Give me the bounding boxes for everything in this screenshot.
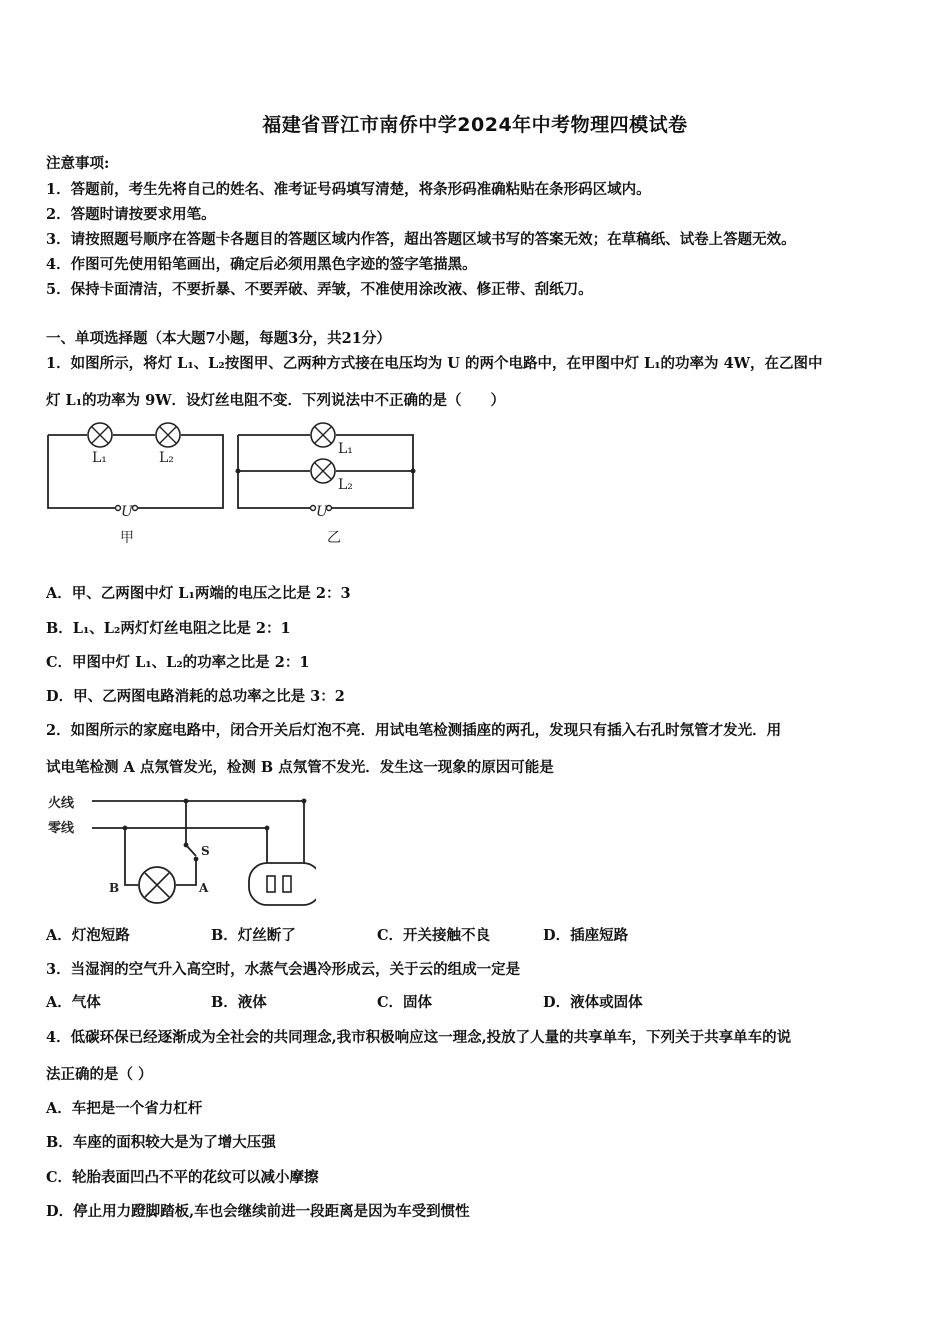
q3-option-a: A．气体: [46, 994, 101, 1011]
point-a-label: A: [199, 881, 209, 895]
q2-option-d: D．插座短路: [543, 927, 629, 944]
q1-stem-line2: 灯 L₁的功率为 9W．设灯丝电阻不变．下列说法中不正确的是（ ）: [46, 392, 506, 409]
notice-heading: 注意事项:: [46, 155, 110, 172]
q1-circuit-diagram: [40, 420, 430, 550]
notice-item-4: 4．作图可先使用铅笔画出，确定后必须用黑色字迹的签字笔描黑。: [46, 256, 477, 273]
notice-item-1: 1．答题前，考生先将自己的姓名、准考证号码填写清楚，将条形码准确粘贴在条形码区域内。: [46, 181, 651, 198]
live-wire-label: 火线: [48, 796, 75, 811]
q4-stem-line2: 法正确的是（ ）: [46, 1066, 153, 1083]
q2-option-a: A．灯泡短路: [46, 927, 130, 944]
label-u: U: [316, 504, 328, 520]
q4-stem-line1: 4．低碳环保已经逐渐成为全社会的共同理念,我市积极响应这一理念,投放了人量的共享单车，下列关于共享单车的说: [46, 1029, 792, 1046]
label-l1: L₁: [92, 450, 107, 466]
notice-item-2: 2．答题时请按要求用笔。: [46, 206, 216, 223]
switch-label: S: [201, 844, 210, 858]
q1-option-d: D．甲、乙两图电路消耗的总功率之比是 3：2: [46, 688, 345, 705]
q4-option-a: A．车把是一个省力杠杆: [46, 1100, 203, 1117]
caption-jia: 甲: [120, 530, 134, 546]
notice-item-3: 3．请按照题号顺序在答题卡各题目的答题区域内作答，超出答题区域书写的答案无效；在草稿纸、试卷上答题无效。: [46, 231, 796, 248]
q1-option-a: A．甲、乙两图中灯 L₁两端的电压之比是 2：3: [46, 585, 351, 602]
caption-yi: 乙: [327, 530, 341, 546]
q3-option-c: C．固体: [377, 994, 433, 1011]
label-l1: L₁: [338, 441, 353, 457]
q2-stem-line1: 2．如图所示的家庭电路中，闭合开关后灯泡不亮．用试电笔检测插座的两孔，发现只有插入右孔时氖管才发光．用: [46, 722, 782, 739]
label-l2: L₂: [338, 477, 353, 493]
q1-stem-line1: 1．如图所示，将灯 L₁、L₂按图甲、乙两种方式接在电压均为 U 的两个电路中，在甲图中灯 L₁的功率为 4W，在乙图中: [46, 355, 823, 372]
point-b-label: B: [109, 881, 120, 895]
page-title: 福建省晋江市南侨中学2024年中考物理四模试卷: [262, 114, 688, 136]
q3-option-b: B．液体: [211, 994, 267, 1011]
label-u: U: [121, 504, 133, 520]
q4-option-d: D．停止用力蹬脚踏板,车也会继续前进一段距离是因为车受到惯性: [46, 1203, 470, 1220]
notice-item-5: 5．保持卡面清洁，不要折暴、不要弄破、弄皱，不准使用涂改液、修正带、刮纸刀。: [46, 281, 593, 298]
section-heading: 一、单项选择题（本大题7小题，每题3分，共21分）: [46, 330, 391, 347]
q1-option-b: B．L₁、L₂两灯灯丝电阻之比是 2：1: [46, 620, 291, 637]
label-l2: L₂: [159, 450, 174, 466]
q4-option-b: B．车座的面积较大是为了增大压强: [46, 1134, 276, 1151]
q3-stem: 3．当湿润的空气升入高空时，水蒸气会遇冷形成云，关于云的组成一定是: [46, 961, 521, 978]
q2-stem-line2: 试电笔检测 A 点氖管发光，检测 B 点氖管不发光．发生这一现象的原因可能是: [46, 759, 554, 776]
q4-option-c: C．轮胎表面凹凸不平的花纹可以减小摩擦: [46, 1169, 319, 1186]
q3-option-d: D．液体或固体: [543, 994, 643, 1011]
q2-option-c: C．开关接触不良: [377, 927, 491, 944]
q2-household-circuit: [46, 788, 316, 908]
q2-option-b: B．灯丝断了: [211, 927, 296, 944]
q1-option-c: C．甲图中灯 L₁、L₂的功率之比是 2：1: [46, 654, 310, 671]
neutral-wire-label: 零线: [48, 821, 75, 836]
